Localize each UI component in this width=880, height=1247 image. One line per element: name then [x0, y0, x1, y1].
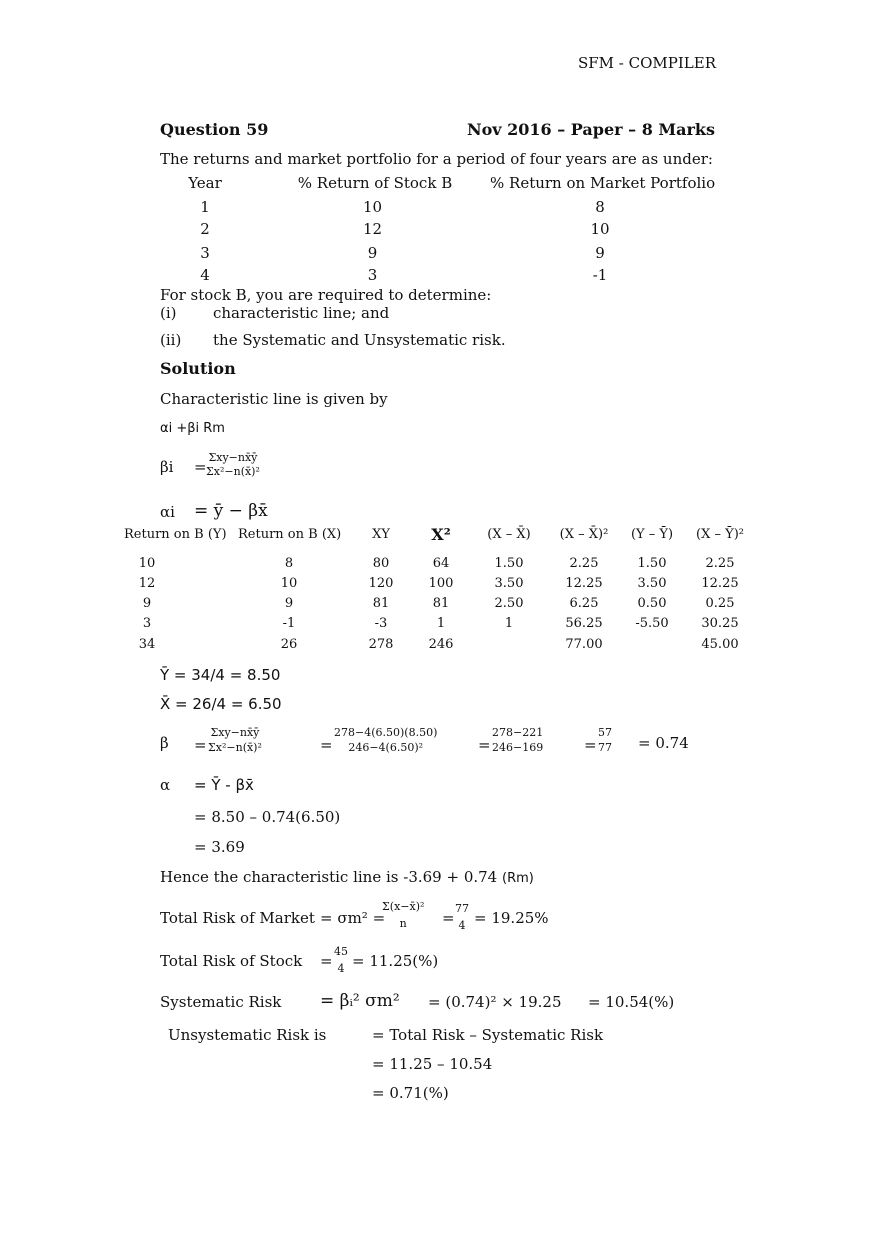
market-risk-denominator: n	[399, 917, 407, 930]
market-risk-fraction-2	[455, 903, 469, 931]
part-number: (ii)	[160, 331, 182, 349]
calc-cell: 0.25	[705, 596, 735, 611]
calc-cell: 2.25	[569, 556, 599, 571]
part-text: the Systematic and Unsystematic risk.	[213, 331, 506, 349]
stock-risk-fraction	[334, 946, 348, 974]
calc-header: (X – X̄)²	[559, 527, 609, 542]
calc-cell: 64	[432, 556, 450, 571]
alpha-formula: = ȳ − βx̄	[194, 501, 268, 521]
table-header: Year	[188, 174, 222, 192]
calc-cell: 81	[372, 596, 390, 611]
part-text: characteristic line; and	[213, 304, 390, 322]
beta-numerator: Σxy−nx̄ȳ	[208, 451, 258, 464]
calc-header: (X – Ȳ)²	[696, 527, 744, 542]
beta-calc-fraction-4	[598, 727, 612, 753]
beta-fraction	[206, 452, 260, 477]
calc-cell: 3	[142, 616, 152, 631]
calc-cell: 9	[142, 596, 152, 611]
market-risk-fraction	[382, 901, 424, 929]
table-cell: 3	[367, 266, 378, 284]
calc-cell: 1	[504, 616, 514, 631]
table-header: % Return on Market Portfolio	[490, 174, 716, 192]
calc-total-cell: 34	[138, 637, 156, 652]
beta-calc-numerator: 57	[598, 726, 612, 739]
unsystematic-risk-label: Unsystematic Risk is	[168, 1026, 327, 1044]
alpha-calc-line: = Ȳ - βx̄	[194, 776, 254, 794]
unsystematic-risk-line: = Total Risk – Systematic Risk	[372, 1026, 604, 1044]
calc-cell: 9	[284, 596, 294, 611]
market-risk-numerator: 77	[455, 902, 469, 915]
stock-risk-result: = 11.25(%)	[352, 952, 439, 970]
task-intro: For stock B, you are required to determine:	[160, 286, 492, 304]
beta-calc-eq: =	[194, 736, 207, 754]
char-line-formula: αi +βi Rm	[160, 421, 225, 436]
calc-cell: 10	[280, 576, 298, 591]
calc-cell: 12	[138, 576, 156, 591]
systematic-risk-formula: = βᵢ² σm²	[320, 991, 400, 1011]
question-source: Nov 2016 – Paper – 8 Marks	[466, 120, 715, 139]
beta-calc-eq: =	[320, 736, 333, 754]
calc-cell: 1.50	[637, 556, 667, 571]
calc-header: XY	[372, 527, 390, 542]
stock-risk-denominator: 4	[337, 962, 345, 975]
beta-calc-label: β	[160, 734, 169, 752]
alpha-calc-label: α	[160, 776, 171, 794]
beta-calc-numerator: Σxy−nx̄ȳ	[210, 726, 260, 739]
calc-cell: 2.25	[705, 556, 735, 571]
table-cell: 10	[362, 198, 383, 216]
conclusion-suffix: (Rm)	[502, 871, 534, 886]
calc-cell: 120	[368, 576, 394, 591]
question-intro: The returns and market portfolio for a period of four years are as under:	[160, 150, 713, 168]
table-cell: -1	[592, 266, 608, 284]
market-risk-eq2: =	[442, 909, 455, 927]
calc-cell: 8	[284, 556, 294, 571]
table-cell: 4	[200, 266, 210, 284]
calc-cell: 1	[436, 616, 446, 631]
calc-cell: 100	[428, 576, 454, 591]
char-line-intro: Characteristic line is given by	[160, 390, 388, 408]
calc-total-cell: 278	[368, 637, 394, 652]
beta-calc-denominator: 246−4(6.50)²	[348, 741, 424, 754]
calc-cell: -1	[282, 616, 296, 631]
part-number: (i)	[160, 304, 177, 322]
conclusion-main: Hence the characteristic line is -3.69 + 0.74	[160, 868, 498, 886]
table-cell: 9	[367, 244, 378, 262]
calc-header: X²	[431, 525, 451, 544]
beta-calc-eq: =	[478, 736, 491, 754]
table-header: % Return of Stock B	[297, 174, 453, 192]
calc-cell: 0.50	[637, 596, 667, 611]
systematic-risk-result: = 10.54(%)	[588, 993, 675, 1011]
table-cell: 8	[595, 198, 605, 216]
calc-cell: 30.25	[701, 616, 739, 631]
table-cell: 9	[595, 244, 605, 262]
stock-risk-eq: =	[320, 952, 333, 970]
systematic-risk-calc: = (0.74)² × 19.25	[428, 993, 562, 1011]
calc-cell: 6.25	[569, 596, 599, 611]
beta-denominator: Σx²−n(x̄)²	[206, 465, 260, 478]
market-risk-denominator: 4	[458, 919, 466, 932]
market-risk-numerator: Σ(x−x̄)²	[382, 900, 425, 913]
beta-calc-denominator: 77	[598, 741, 612, 754]
calc-header: Return on B (Y)	[124, 527, 227, 542]
calc-cell: 3.50	[494, 576, 524, 591]
alpha-label: αi	[160, 503, 175, 521]
alpha-calc-line: = 8.50 – 0.74(6.50)	[194, 808, 341, 826]
calc-total-cell: 26	[280, 637, 298, 652]
beta-calc-numerator: 278−4(6.50)(8.50)	[334, 726, 438, 739]
beta-label: βi	[160, 458, 174, 476]
stock-risk-numerator: 45	[334, 945, 348, 958]
calc-cell: 3.50	[637, 576, 667, 591]
calc-header: (Y – Ȳ)	[630, 527, 674, 542]
systematic-risk-label: Systematic Risk	[160, 993, 282, 1011]
beta-calc-denominator: Σx²−n(x̄)²	[208, 741, 262, 754]
beta-calc-eq: =	[584, 736, 597, 754]
calc-cell: 56.25	[565, 616, 603, 631]
unsystematic-risk-line: = 0.71(%)	[372, 1084, 449, 1102]
solution-heading: Solution	[160, 359, 236, 378]
calc-cell: 2.50	[494, 596, 524, 611]
calc-cell: -3	[374, 616, 388, 631]
calc-cell: 81	[432, 596, 450, 611]
table-cell: 2	[200, 220, 210, 238]
x-bar-calc: X̄ = 26/4 = 6.50	[160, 695, 282, 713]
y-bar-calc: Ȳ = 34/4 = 8.50	[160, 666, 281, 684]
calc-cell: 10	[138, 556, 156, 571]
running-header: SFM - COMPILER	[578, 54, 717, 72]
table-cell: 3	[200, 244, 210, 262]
calc-cell: 80	[372, 556, 390, 571]
market-risk-result: = 19.25%	[474, 909, 549, 927]
calc-cell: 1.50	[494, 556, 524, 571]
conclusion-text	[160, 870, 534, 885]
calc-total-cell: 45.00	[701, 637, 739, 652]
table-cell: 1	[200, 198, 210, 216]
calc-cell: -5.50	[635, 616, 669, 631]
calc-cell: 12.25	[565, 576, 603, 591]
alpha-calc-line: = 3.69	[194, 838, 245, 856]
question-title: Question 59	[160, 120, 269, 139]
calc-header: Return on B (X)	[238, 527, 342, 542]
table-cell: 12	[362, 220, 383, 238]
unsystematic-risk-line: = 11.25 – 10.54	[372, 1055, 493, 1073]
market-risk-eq: = σm² =	[320, 909, 386, 927]
beta-calc-denominator: 246−169	[492, 741, 544, 754]
market-risk-label: Total Risk of Market	[160, 909, 315, 927]
calc-total-cell: 246	[428, 637, 454, 652]
calc-cell: 12.25	[701, 576, 739, 591]
table-cell: 10	[590, 220, 610, 238]
beta-calc-fraction-2	[334, 727, 437, 753]
beta-calc-numerator: 278−221	[492, 726, 544, 739]
beta-calc-fraction	[208, 727, 262, 753]
beta-result: = 0.74	[638, 734, 689, 752]
beta-equals: =	[194, 458, 207, 476]
beta-calc-fraction-3	[492, 727, 543, 753]
stock-risk-label: Total Risk of Stock	[160, 952, 303, 970]
calc-total-cell: 77.00	[565, 637, 603, 652]
calc-header: (X – X̄)	[487, 527, 531, 542]
